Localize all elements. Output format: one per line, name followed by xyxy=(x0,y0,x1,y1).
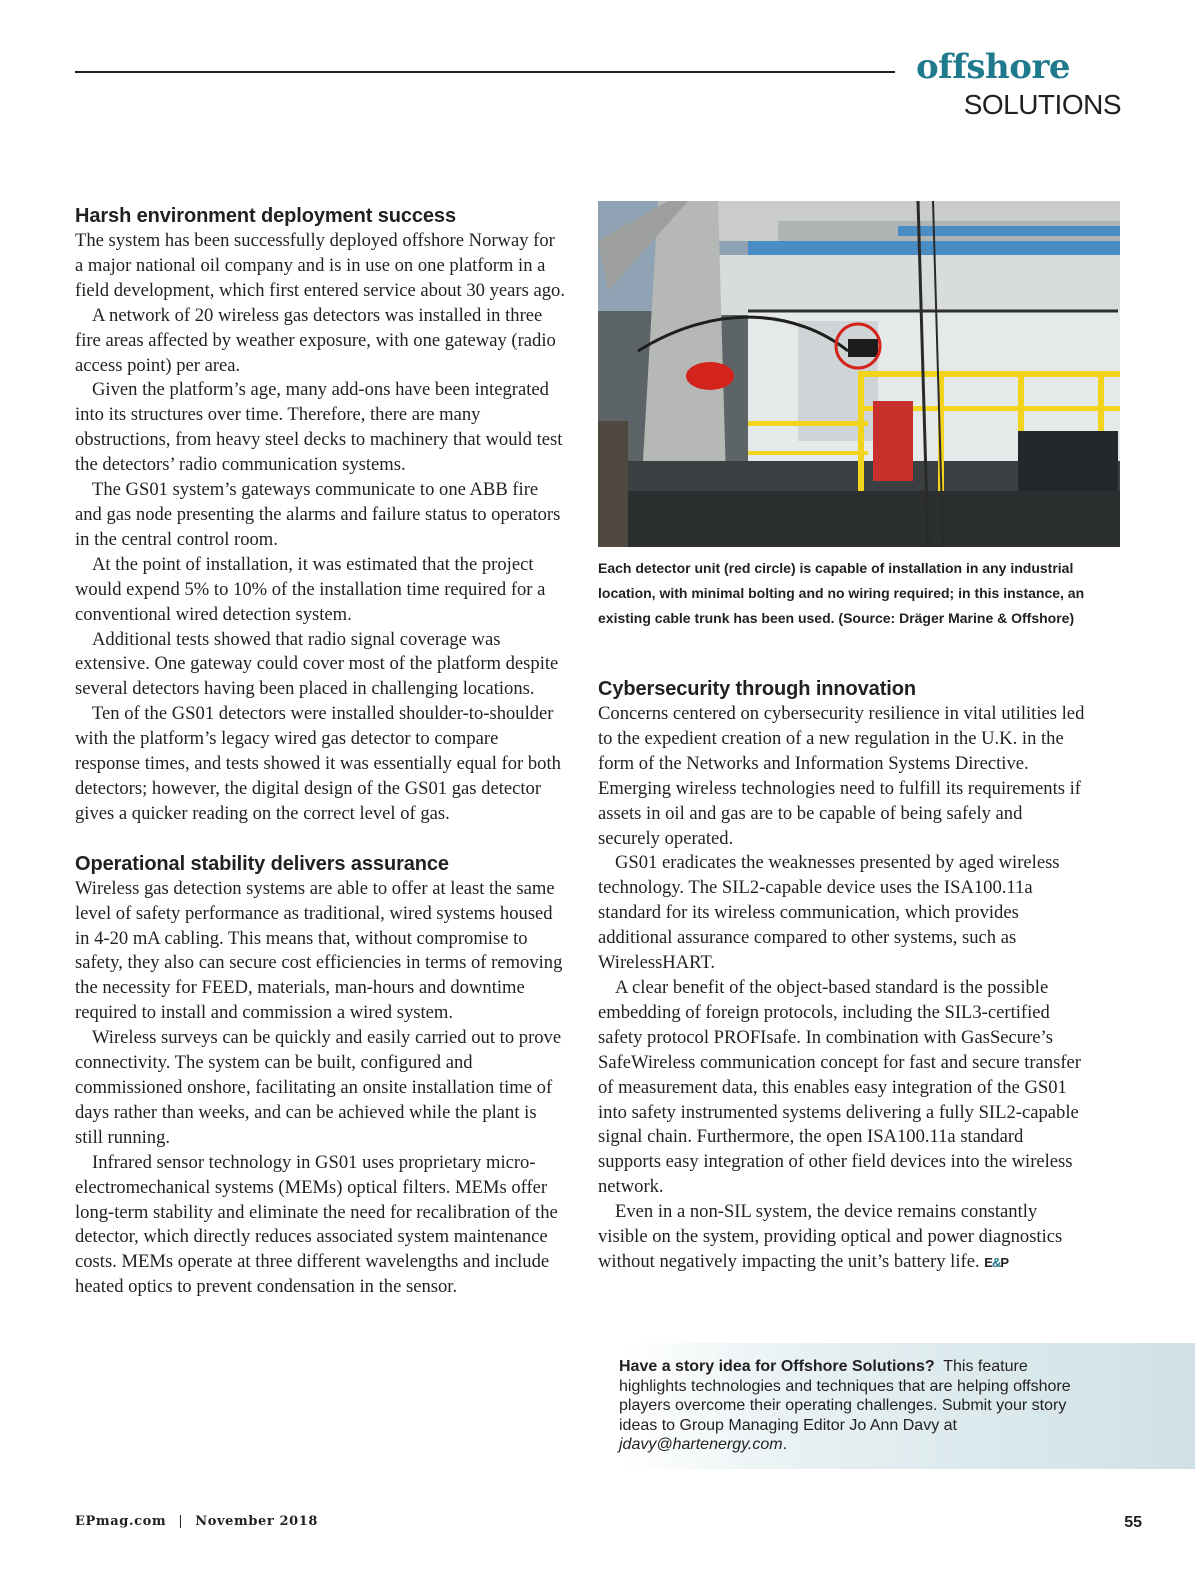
footer xyxy=(75,1514,318,1529)
paragraph: Ten of the GS01 detectors were installed shoulder-to-shoulder with the platform’s legacy wired gas detector to compare response times, and tests showed it was essentially equal for both detectors; however, the digital design of the GS01 gas detector gives a quicker reading on the correct level of gas. xyxy=(75,703,561,824)
header-rule xyxy=(75,71,895,73)
paragraph: Given the platform’s age, many add-ons have been integrated into its structures over time. Therefore, there are many obstructions, from heavy steel decks to machinery that would test the detectors’ radio communication systems. xyxy=(75,379,563,476)
section-title: offshore xyxy=(915,47,1070,87)
right-column xyxy=(598,676,1088,1276)
offshore-platform-photo xyxy=(598,201,1120,547)
story-idea-box xyxy=(602,1343,1195,1469)
heading-operational-stability: Operational stability delivers assurance xyxy=(75,852,449,875)
paragraph: GS01 eradicates the weaknesses presented by aged wireless technology. The SIL2-capable device uses the ISA100.11a standard for its wireless communication, which provides additional assurance compared to other systems, such as WirelessHART. xyxy=(598,852,1060,974)
paragraph: At the point of installation, it was estimated that the project would expend 5% to 10% of the installation time required for a conventional wired detection system. xyxy=(75,553,546,625)
heading-cybersecurity: Cybersecurity through innovation xyxy=(598,678,916,700)
paragraph: The GS01 system’s gateways communicate to one ABB fire and gas node presenting the alarms and failure status to operators in the central control room. xyxy=(75,479,561,550)
esp-end-mark: E&P xyxy=(984,1254,1008,1270)
paragraph-text: Even in a non-SIL system, the device remains constantly visible on the system, providing optical and power diagnostics without negatively impacting the unit’s battery life. xyxy=(598,1201,1063,1272)
paragraph: Concerns centered on cybersecurity resilience in vital utilities led to the expedient creation of a new regulation in the U.K. in the form of the Networks and Information Systems Directive. Emerging wireless technologies need to fulfill its requirements if assets in oil and gas are to be capable of being safely and securely operated. xyxy=(598,703,1085,849)
footer-separator: | xyxy=(178,1514,184,1529)
footer-site: EPmag.com xyxy=(75,1514,167,1529)
heading-harsh-environment: Harsh environment deployment success xyxy=(75,205,456,227)
paragraph: Wireless surveys can be quickly and easily carried out to prove connectivity. The system can be built, configured and commissioned onshore, facilitating an onsite installation time of days rather than weeks, and can be achieved while the plant is still running. xyxy=(75,1027,562,1148)
paragraph: Wireless gas detection systems are able to offer at least the same level of safety performance as traditional, wired systems housed in 4-20 mA cabling. This means that, without compromise to safety, they also can secure cost efficiencies in terms of removing the necessity for FEED, materials, man-hours and downtime required to install and commission a wired system. xyxy=(75,877,563,1024)
page-number: 55 xyxy=(1124,1514,1142,1531)
left-column xyxy=(75,203,565,1300)
paragraph: A network of 20 wireless gas detectors was installed in three fire areas affected by weather exposure, with one gateway (radio access point) per area. xyxy=(75,304,556,376)
paragraph: Infrared sensor technology in GS01 uses proprietary micro-electromechanical systems (MEMs) optical filters. MEMs offer long-term stability and eliminate the need for recalibration of the detector, which directly reduces associated system maintenance costs. MEMs operate at three different wavelengths and include heated optics to prevent condensation in the sensor. xyxy=(75,1151,558,1298)
photo-illustration xyxy=(598,201,1120,547)
paragraph: Additional tests showed that radio signal coverage was extensive. One gateway could cover most of the platform despite several detectors having been placed in challenging locations. xyxy=(75,628,559,700)
paragraph-final xyxy=(598,1200,1088,1276)
story-idea-body: This feature highlights technologies and techniques that are helping offshore players overcome their operating challenges. Submit your story ideas to Group Managing Editor Jo Ann Davy at xyxy=(619,1358,1071,1434)
section-subtitle: SOLUTIONS xyxy=(963,89,1121,120)
story-idea-text: Have a story idea for Offshore Solutions? This feature highlights technologies and techniques that are helping offshore players overcome their operating challenges. Submit your story ideas to Group Managing Editor Jo Ann Davy at jdavy@hartenergy.com. xyxy=(619,1358,1071,1453)
paragraph: A clear benefit of the object-based standard is the possible embedding of foreign protocols, including the SIL3-certified safety protocol PROFIsafe. In combination with GasSecure’s SafeWireless communication concept for fast and secure transfer of measurement data, this enables easy integration of the GS01 into safety instrumented systems delivering a fully SIL2-capable signal chain. Furthermore, the open ISA100.11a standard supports easy integration of other field devices into the wireless network. xyxy=(598,976,1082,1198)
footer-date: November 2018 xyxy=(195,1514,319,1529)
editor-email-link[interactable]: jdavy@hartenergy.com xyxy=(619,1436,783,1453)
paragraph: The system has been successfully deployed offshore Norway for a major national oil company and is in use on one platform in a field development, which first entered service about 30 years ago. xyxy=(75,230,565,301)
story-idea-lead: Have a story idea for Offshore Solutions? xyxy=(619,1358,935,1375)
photo-caption: Each detector unit (red circle) is capable of installation in any industrial location, with minimal bolting and no wiring required; in this instance, an existing cable trunk has been used. (Source: Dräger Marine & Offshore) xyxy=(598,560,1085,626)
